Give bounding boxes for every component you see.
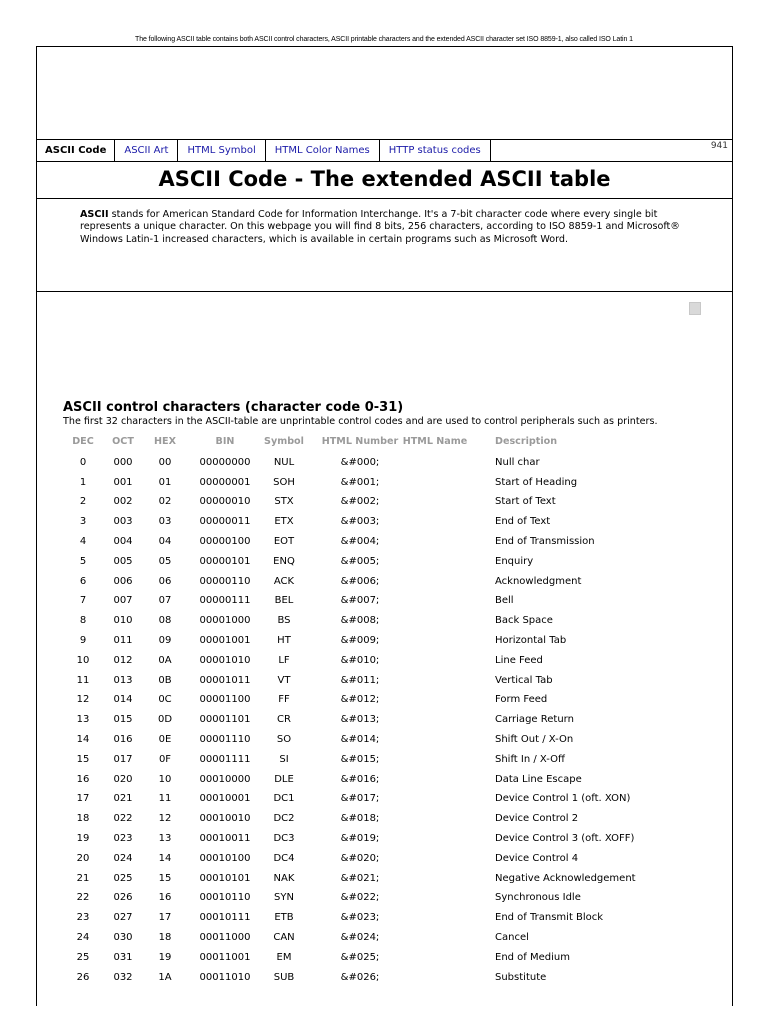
hex-cell: 02 xyxy=(158,496,172,508)
bin-cell: 00011000 xyxy=(199,931,251,943)
table-row xyxy=(37,948,732,968)
bin-cell: 00010100 xyxy=(199,852,251,864)
table-row xyxy=(37,968,732,988)
table-row xyxy=(37,591,732,611)
oct-cell: 031 xyxy=(113,951,133,963)
symbol-cell: BS xyxy=(277,615,291,627)
hex-cell: 12 xyxy=(158,813,172,825)
description-cell: Negative Acknowledgement xyxy=(495,872,636,884)
symbol-cell: ETB xyxy=(274,912,294,924)
description-cell: End of Text xyxy=(495,516,551,528)
html-number-cell: &#024; xyxy=(340,931,380,943)
dec-cell: 21 xyxy=(76,872,90,884)
bin-cell: 00001110 xyxy=(199,733,251,745)
tab-bar-filler xyxy=(491,139,711,161)
dec-cell: 6 xyxy=(79,575,87,587)
dec-cell: 2 xyxy=(79,496,87,508)
oct-cell: 006 xyxy=(113,575,133,587)
description-cell: End of Transmission xyxy=(495,535,595,547)
dec-cell: 7 xyxy=(79,595,87,607)
hex-cell: 0B xyxy=(158,674,172,686)
table-row xyxy=(37,809,732,829)
symbol-cell: VT xyxy=(277,674,291,686)
bin-cell: 00010001 xyxy=(199,793,251,805)
html-number-cell: &#017; xyxy=(340,793,380,805)
table-row xyxy=(37,710,732,730)
symbol-cell: SUB xyxy=(273,971,295,983)
page-frame xyxy=(36,46,733,1006)
section-title: ASCII control characters (character code 0-31) xyxy=(63,400,404,415)
table-row xyxy=(37,492,732,512)
html-number-cell: &#003; xyxy=(340,516,380,528)
hex-cell: 17 xyxy=(158,912,172,924)
description-cell: Form Feed xyxy=(495,694,548,706)
table-row xyxy=(37,473,732,493)
table-row xyxy=(37,928,732,948)
tab-ascii-art[interactable]: ASCII Art xyxy=(115,139,178,161)
oct-cell: 001 xyxy=(113,476,133,488)
bin-cell: 00001101 xyxy=(199,714,251,726)
oct-cell: 024 xyxy=(113,852,133,864)
html-number-cell: &#021; xyxy=(340,872,380,884)
oct-cell: 004 xyxy=(113,535,133,547)
bin-cell: 00001000 xyxy=(199,615,251,627)
bin-cell: 00001100 xyxy=(199,694,251,706)
hex-cell: 0F xyxy=(158,753,172,765)
bin-cell: 00010111 xyxy=(199,912,251,924)
html-number-cell: &#010; xyxy=(340,654,380,666)
description-cell: Line Feed xyxy=(495,654,543,666)
symbol-cell: BEL xyxy=(274,595,294,607)
symbol-cell: CAN xyxy=(273,931,295,943)
col-header-bin: BIN xyxy=(215,436,235,447)
html-number-cell: &#025; xyxy=(340,951,380,963)
dec-cell: 26 xyxy=(76,971,90,983)
bin-cell: 00010101 xyxy=(199,872,251,884)
description-cell: Acknowledgment xyxy=(495,575,582,587)
hex-cell: 13 xyxy=(158,832,172,844)
symbol-cell: SOH xyxy=(273,476,295,488)
html-number-cell: &#012; xyxy=(340,694,380,706)
symbol-cell: NAK xyxy=(273,872,295,884)
symbol-cell: CR xyxy=(277,714,291,726)
dec-cell: 24 xyxy=(76,931,90,943)
bin-cell: 00000110 xyxy=(199,575,251,587)
description-cell: Device Control 1 (oft. XON) xyxy=(495,793,631,805)
description-cell: Shift In / X-Off xyxy=(495,753,565,765)
hex-cell: 04 xyxy=(158,535,172,547)
description-cell: Synchronous Idle xyxy=(495,892,581,904)
oct-cell: 026 xyxy=(113,892,133,904)
oct-cell: 017 xyxy=(113,753,133,765)
html-number-cell: &#013; xyxy=(340,714,380,726)
hex-cell: 01 xyxy=(158,476,172,488)
html-number-cell: &#002; xyxy=(340,496,380,508)
oct-cell: 027 xyxy=(113,912,133,924)
bin-cell: 00000000 xyxy=(199,456,251,468)
description-cell: Shift Out / X-On xyxy=(495,733,574,745)
bin-cell: 00000101 xyxy=(199,555,251,567)
bin-cell: 00000001 xyxy=(199,476,251,488)
html-number-cell: &#019; xyxy=(340,832,380,844)
bin-cell: 00000111 xyxy=(199,595,251,607)
bin-cell: 00010010 xyxy=(199,813,251,825)
table-row xyxy=(37,453,732,473)
oct-cell: 002 xyxy=(113,496,133,508)
html-number-cell: &#023; xyxy=(340,912,380,924)
description-cell: Start of Text xyxy=(495,496,556,508)
symbol-cell: DC1 xyxy=(273,793,295,805)
description-cell: Back Space xyxy=(495,615,553,627)
html-number-cell: &#006; xyxy=(340,575,380,587)
oct-cell: 005 xyxy=(113,555,133,567)
symbol-cell: SYN xyxy=(274,892,294,904)
description-cell: Vertical Tab xyxy=(495,674,553,686)
bin-cell: 00011010 xyxy=(199,971,251,983)
dec-cell: 1 xyxy=(79,476,87,488)
description-cell: Enquiry xyxy=(495,555,534,567)
bin-cell: 00000100 xyxy=(199,535,251,547)
oct-cell: 013 xyxy=(113,674,133,686)
symbol-cell: SI xyxy=(279,753,289,765)
html-number-cell: &#022; xyxy=(340,892,380,904)
hex-cell: 09 xyxy=(158,634,172,646)
oct-cell: 021 xyxy=(113,793,133,805)
description-cell: Cancel xyxy=(495,931,529,943)
oct-cell: 020 xyxy=(113,773,133,785)
intro-paragraph xyxy=(80,209,680,246)
table-row xyxy=(37,888,732,908)
oct-cell: 025 xyxy=(113,872,133,884)
symbol-cell: DC3 xyxy=(273,832,295,844)
bin-cell: 00001111 xyxy=(199,753,251,765)
dec-cell: 9 xyxy=(79,634,87,646)
oct-cell: 014 xyxy=(113,694,133,706)
tab-html-color-names[interactable]: HTML Color Names xyxy=(266,139,380,161)
table-row xyxy=(37,532,732,552)
oct-cell: 007 xyxy=(113,595,133,607)
description-cell: Carriage Return xyxy=(495,714,574,726)
description-cell: End of Transmit Block xyxy=(495,912,604,924)
symbol-cell: STX xyxy=(274,496,294,508)
oct-cell: 022 xyxy=(113,813,133,825)
description-cell: Null char xyxy=(495,456,540,468)
dec-cell: 0 xyxy=(79,456,87,468)
symbol-cell: EOT xyxy=(273,535,295,547)
col-header-html-number: HTML Number xyxy=(321,436,399,447)
hex-cell: 11 xyxy=(158,793,172,805)
oct-cell: 023 xyxy=(113,832,133,844)
section-description: The first 32 characters in the ASCII-table are unprintable control codes and are used to control peripherals such as printers. xyxy=(63,416,658,427)
table-row xyxy=(37,651,732,671)
hex-cell: 06 xyxy=(158,575,172,587)
table-row xyxy=(37,512,732,532)
dec-cell: 4 xyxy=(79,535,87,547)
oct-cell: 032 xyxy=(113,971,133,983)
html-number-cell: &#015; xyxy=(340,753,380,765)
dec-cell: 8 xyxy=(79,615,87,627)
bin-cell: 00000011 xyxy=(199,516,251,528)
table-row xyxy=(37,611,732,631)
html-number-cell: &#001; xyxy=(340,476,380,488)
symbol-cell: DLE xyxy=(274,773,294,785)
html-number-cell: &#007; xyxy=(340,595,380,607)
hex-cell: 0C xyxy=(158,694,172,706)
description-cell: Device Control 4 xyxy=(495,852,579,864)
symbol-cell: SO xyxy=(276,733,292,745)
table-row xyxy=(37,869,732,889)
tab-ascii-code[interactable]: ASCII Code xyxy=(37,139,115,161)
bin-cell: 00010000 xyxy=(199,773,251,785)
tabs-bottom-divider xyxy=(37,161,732,162)
bin-cell: 00010011 xyxy=(199,832,251,844)
dec-cell: 12 xyxy=(76,694,90,706)
html-number-cell: &#005; xyxy=(340,555,380,567)
dec-cell: 13 xyxy=(76,714,90,726)
symbol-cell: ETX xyxy=(274,516,294,528)
dec-cell: 15 xyxy=(76,753,90,765)
bin-cell: 00001001 xyxy=(199,634,251,646)
table-row xyxy=(37,750,732,770)
oct-cell: 012 xyxy=(113,654,133,666)
html-number-cell: &#004; xyxy=(340,535,380,547)
table-row xyxy=(37,730,732,750)
col-header-dec: DEC xyxy=(72,436,94,447)
hex-cell: 0E xyxy=(158,733,172,745)
col-header-html-name: HTML Name xyxy=(402,436,468,447)
dec-cell: 14 xyxy=(76,733,90,745)
hex-cell: 07 xyxy=(158,595,172,607)
ascii-control-table xyxy=(37,433,732,987)
hex-cell: 18 xyxy=(158,931,172,943)
hex-cell: 03 xyxy=(158,516,172,528)
description-cell: Device Control 2 xyxy=(495,813,579,825)
html-number-cell: &#026; xyxy=(340,971,380,983)
dec-cell: 25 xyxy=(76,951,90,963)
oct-cell: 011 xyxy=(113,634,133,646)
html-number-cell: &#014; xyxy=(340,733,380,745)
dec-cell: 19 xyxy=(76,832,90,844)
dec-cell: 10 xyxy=(76,654,90,666)
symbol-cell: LF xyxy=(278,654,290,666)
col-header-oct: OCT xyxy=(112,436,134,447)
dec-cell: 23 xyxy=(76,912,90,924)
symbol-cell: ENQ xyxy=(273,555,295,567)
hex-cell: 10 xyxy=(158,773,172,785)
html-number-cell: &#008; xyxy=(340,615,380,627)
description-cell: Substitute xyxy=(495,971,547,983)
oct-cell: 030 xyxy=(113,931,133,943)
table-row xyxy=(37,631,732,651)
html-number-cell: &#016; xyxy=(340,773,380,785)
table-row xyxy=(37,789,732,809)
table-row xyxy=(37,770,732,790)
tab-bar xyxy=(37,139,732,161)
dec-cell: 22 xyxy=(76,892,90,904)
intro-lead: ASCII xyxy=(80,209,109,220)
description-cell: Data Line Escape xyxy=(495,773,582,785)
hex-cell: 05 xyxy=(158,555,172,567)
top-note: The following ASCII table contains both ASCII control characters, ASCII printable characters and the extended ASCII character set ISO 8859-1, also called ISO Latin 1 xyxy=(135,36,633,43)
oct-cell: 000 xyxy=(113,456,133,468)
dec-cell: 3 xyxy=(79,516,87,528)
col-header-symbol: Symbol xyxy=(264,436,304,447)
symbol-cell: DC4 xyxy=(273,852,295,864)
dec-cell: 17 xyxy=(76,793,90,805)
html-number-cell: &#011; xyxy=(340,674,380,686)
description-cell: Bell xyxy=(495,595,514,607)
hex-cell: 1A xyxy=(158,971,172,983)
table-header-row xyxy=(37,433,732,453)
intro-divider xyxy=(37,291,732,292)
table-row xyxy=(37,690,732,710)
hex-cell: 19 xyxy=(158,951,172,963)
oct-cell: 015 xyxy=(113,714,133,726)
intro-text: stands for American Standard Code for Information Interchange. It's a 7-bit character code where every single bit represents a unique character. On this webpage you will find 8 bits, 256 characters, according to ISO 8859-1 and Microsoft® Windows Latin-1 increased characters, which is available in certain programs such as Microsoft Word. xyxy=(80,209,680,245)
visit-counter: 941 xyxy=(710,141,728,151)
symbol-cell: DC2 xyxy=(273,813,295,825)
oct-cell: 016 xyxy=(113,733,133,745)
bin-cell: 00001010 xyxy=(199,654,251,666)
hex-cell: 15 xyxy=(158,872,172,884)
table-row xyxy=(37,908,732,928)
table-row xyxy=(37,552,732,572)
table-row xyxy=(37,572,732,592)
html-number-cell: &#000; xyxy=(340,456,380,468)
description-cell: Device Control 3 (oft. XOFF) xyxy=(495,832,635,844)
hex-cell: 0D xyxy=(157,714,173,726)
table-row xyxy=(37,849,732,869)
hex-cell: 16 xyxy=(158,892,172,904)
symbol-cell: ACK xyxy=(273,575,295,587)
description-cell: Horizontal Tab xyxy=(495,634,567,646)
dec-cell: 16 xyxy=(76,773,90,785)
hex-cell: 00 xyxy=(158,456,172,468)
dec-cell: 20 xyxy=(76,852,90,864)
table-row xyxy=(37,829,732,849)
description-cell: End of Medium xyxy=(495,951,570,963)
title-divider xyxy=(37,198,732,199)
html-number-cell: &#020; xyxy=(340,852,380,864)
tab-html-symbol[interactable]: HTML Symbol xyxy=(178,139,265,161)
hex-cell: 08 xyxy=(158,615,172,627)
symbol-cell: EM xyxy=(276,951,292,963)
tab-http-status-codes[interactable]: HTTP status codes xyxy=(380,139,491,161)
bin-cell: 00000010 xyxy=(199,496,251,508)
symbol-cell: HT xyxy=(277,634,291,646)
symbol-cell: FF xyxy=(278,694,290,706)
ad-placeholder xyxy=(689,302,701,315)
oct-cell: 010 xyxy=(113,615,133,627)
col-header-hex: HEX xyxy=(154,436,176,447)
oct-cell: 003 xyxy=(113,516,133,528)
dec-cell: 18 xyxy=(76,813,90,825)
dec-cell: 11 xyxy=(76,674,90,686)
html-number-cell: &#018; xyxy=(340,813,380,825)
description-cell: Start of Heading xyxy=(495,476,578,488)
bin-cell: 00011001 xyxy=(199,951,251,963)
hex-cell: 14 xyxy=(158,852,172,864)
page-title: ASCII Code - The extended ASCII table xyxy=(158,167,611,191)
symbol-cell: NUL xyxy=(273,456,295,468)
bin-cell: 00001011 xyxy=(199,674,251,686)
dec-cell: 5 xyxy=(79,555,87,567)
table-row xyxy=(37,671,732,691)
hex-cell: 0A xyxy=(158,654,172,666)
bin-cell: 00010110 xyxy=(199,892,251,904)
col-header-description: Description xyxy=(495,436,558,447)
html-number-cell: &#009; xyxy=(340,634,380,646)
